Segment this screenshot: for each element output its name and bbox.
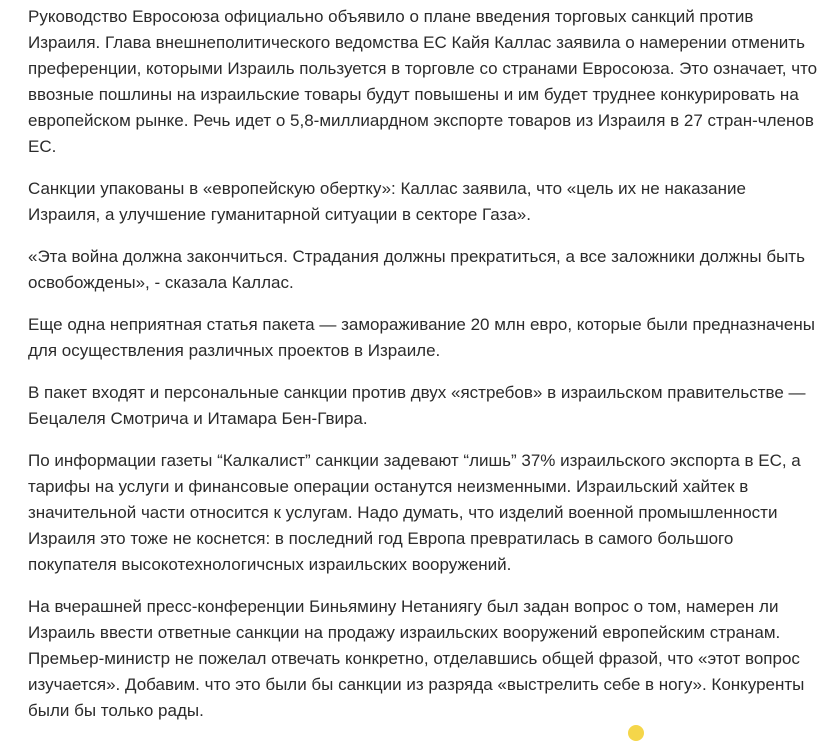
- paragraph-6: По информации газеты “Калкалист” санкции задевают “лишь” 37% израильского экспорта в ЕС, а тарифы на услуги и финансовые операции останутся неизменными. Израильский хайтек в значительной части относится к услугам. Надо думать, что изделий военной промышленности Израиля это тоже не коснется: в последний год Европа превратилась в самого большого покупателя высокотехнологичсных израильских вооружений.: [28, 451, 801, 574]
- paragraph-7: На вчерашней пресс-конференции Биньямину Нетаниягу был задан вопрос о том, намерен ли Израиль ввести ответные санкции на продажу израильских вооружений европейским странам. Премьер-министр не пожелал отвечать конкретно, отделавшись общей фразой, что «этот вопрос изучается». Добавим. что это были бы санкции из разряда «выстрелить себе в ногу». Конкуренты были бы только рады.: [28, 597, 805, 720]
- paragraph-3: «Эта война должна закончиться. Страдания должны прекратиться, а все заложники должны быть освобождены», - сказала Каллас.: [28, 247, 805, 292]
- decorative-emoji-icon: [628, 725, 644, 741]
- paragraph-4: Еще одна неприятная статья пакета — замораживание 20 млн евро, которые были предназначены для осуществления различных проектов в Израиле.: [28, 315, 815, 360]
- paragraph-5: В пакет входят и персональные санкции против двух «ястребов» в израильском правительстве — Бецалеля Смотрича и Итамара Бен-Гвира.: [28, 383, 806, 428]
- paragraph-2: Санкции упакованы в «европейскую обертку»: Каллас заявила, что «цель их не наказание Израиля, а улучшение гуманитарной ситуации в секторе Газа».: [28, 179, 746, 224]
- paragraph-1: Руководство Евросоюза официально объявило о плане введения торговых санкций против Израиля. Глава внешнеполитического ведомства ЕС Кайя Каллас заявила о намерении отменить преференции, которыми Израиль пользуется в торговле со странами Евросоюза. Это означает, что ввозные пошлины на израильские товары будут повышены и им будет труднее конкурировать на европейском рынке. Речь идет о 5,8-миллиардном экспорте товаров из Израиля в 27 стран-членов ЕС.: [28, 7, 818, 156]
- article-body: [28, 4, 820, 740]
